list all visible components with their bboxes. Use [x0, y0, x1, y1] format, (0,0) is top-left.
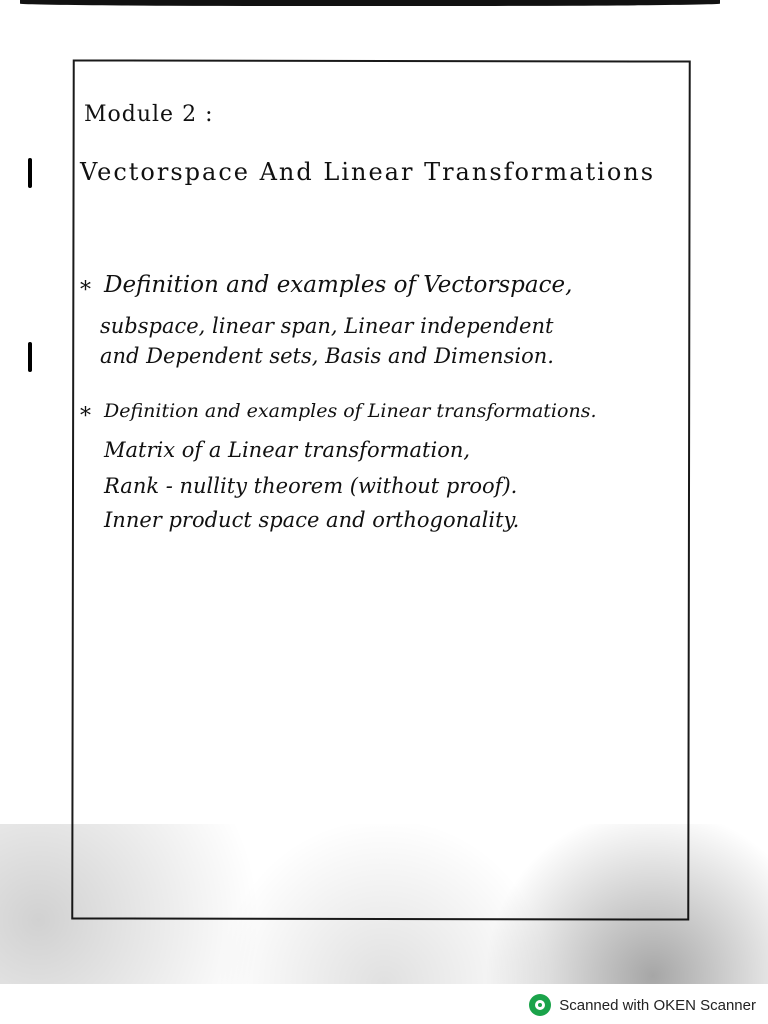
bullet-marker: *	[80, 404, 91, 429]
bullet-1-line-2: subspace, linear span, Linear independent	[100, 314, 554, 338]
bullet-2-line-4: Inner product space and orthogonality.	[104, 508, 520, 532]
bullet-2-line-2: Matrix of a Linear transformation,	[104, 438, 471, 462]
punch-hole-mark	[28, 342, 32, 372]
punch-hole-mark	[28, 158, 32, 188]
scanner-watermark	[529, 994, 756, 1016]
scanner-label: Scanned with OKEN Scanner	[559, 996, 756, 1014]
bullet-marker: *	[80, 278, 91, 303]
bullet-1-line-3: and Dependent sets, Basis and Dimension.	[100, 344, 554, 368]
scan-edge-shadow	[20, 0, 720, 6]
scan-noise-shadow	[0, 824, 768, 984]
scanner-logo-icon	[529, 994, 551, 1016]
bullet-2-line-3: Rank - nullity theorem (without proof).	[104, 474, 518, 498]
bullet-2-line-1: Definition and examples of Linear transformations.	[104, 400, 597, 422]
module-heading: Module 2 :	[84, 102, 214, 127]
bullet-1-line-1: Definition and examples of Vectorspace,	[104, 272, 573, 298]
module-title: Vectorspace And Linear Transformations	[80, 158, 656, 186]
